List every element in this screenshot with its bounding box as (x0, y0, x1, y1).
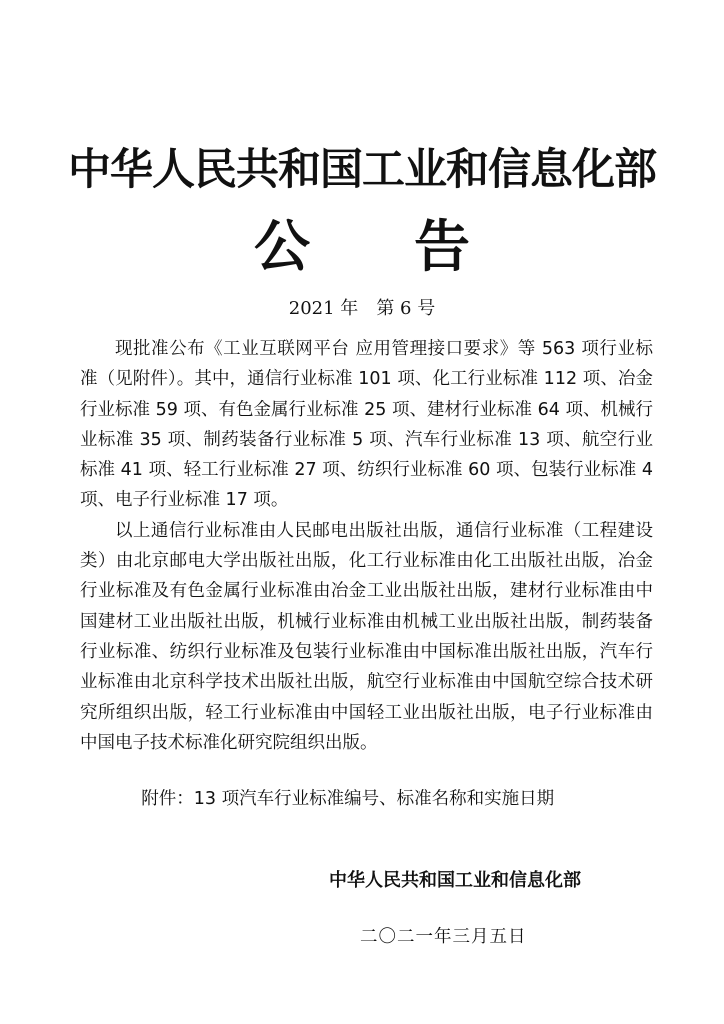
issue-date: 二〇二一年三月五日 (360, 927, 527, 947)
attachment-note: 附件：13 项汽车行业标准编号、标准名称和实施日期 (141, 789, 555, 809)
document-type-heading (0, 208, 724, 288)
doc-serial-number: 第 6 号 (376, 298, 436, 319)
signature-organization: 中华人民共和国工业和信息化部 (329, 870, 581, 891)
doc-type-char-2: 告 (414, 215, 470, 280)
doc-year: 2021 年 (288, 298, 359, 319)
document-number (0, 297, 724, 321)
issuing-organization-title: 中华人民共和国工业和信息化部 (68, 145, 656, 195)
body-paragraph-2: 以上通信行业标准由人民邮电出版社出版，通信行业标准（工程建设类）由北京邮电大学出版社出版，化工行业标准由化工出版社出版，冶金行业标准及有色金属行业标准由冶金工业出版社出版，建材行业标准由中国建材工业出版社出版，机械行业标准由机械工业出版社出版，制药装备行业标准、纺织行业标准及包装行业标准由中国标准出版社出版，汽车行业标准由北京科学技术出版社出版，航空行业标准由中国航空综合技术研究所组织出版，轻工行业标准由中国轻工业出版社出版，电子行业标准由中国电子技术标准化研究院组织出版。 (80, 520, 653, 753)
body-paragraph-1: 现批准公布《工业互联网平台 应用管理接口要求》等 563 项行业标准（见附件）。其中，通信行业标准 101 项、化工行业标准 112 项、冶金行业标准 59 项、有色金属行业标准 25 项、建材行业标准 64 项、机械行业标准 35 项、制药装备行业标准 5 项、汽车行业标准 13 项、航空行业标准 41 项、轻工行业标准 27 项、纺织行业标准 60 项、包装行业标准 4 项、电子行业标准 17 项。 (80, 339, 653, 511)
announcement-body (80, 334, 653, 758)
doc-type-char-1: 公 (254, 215, 310, 280)
